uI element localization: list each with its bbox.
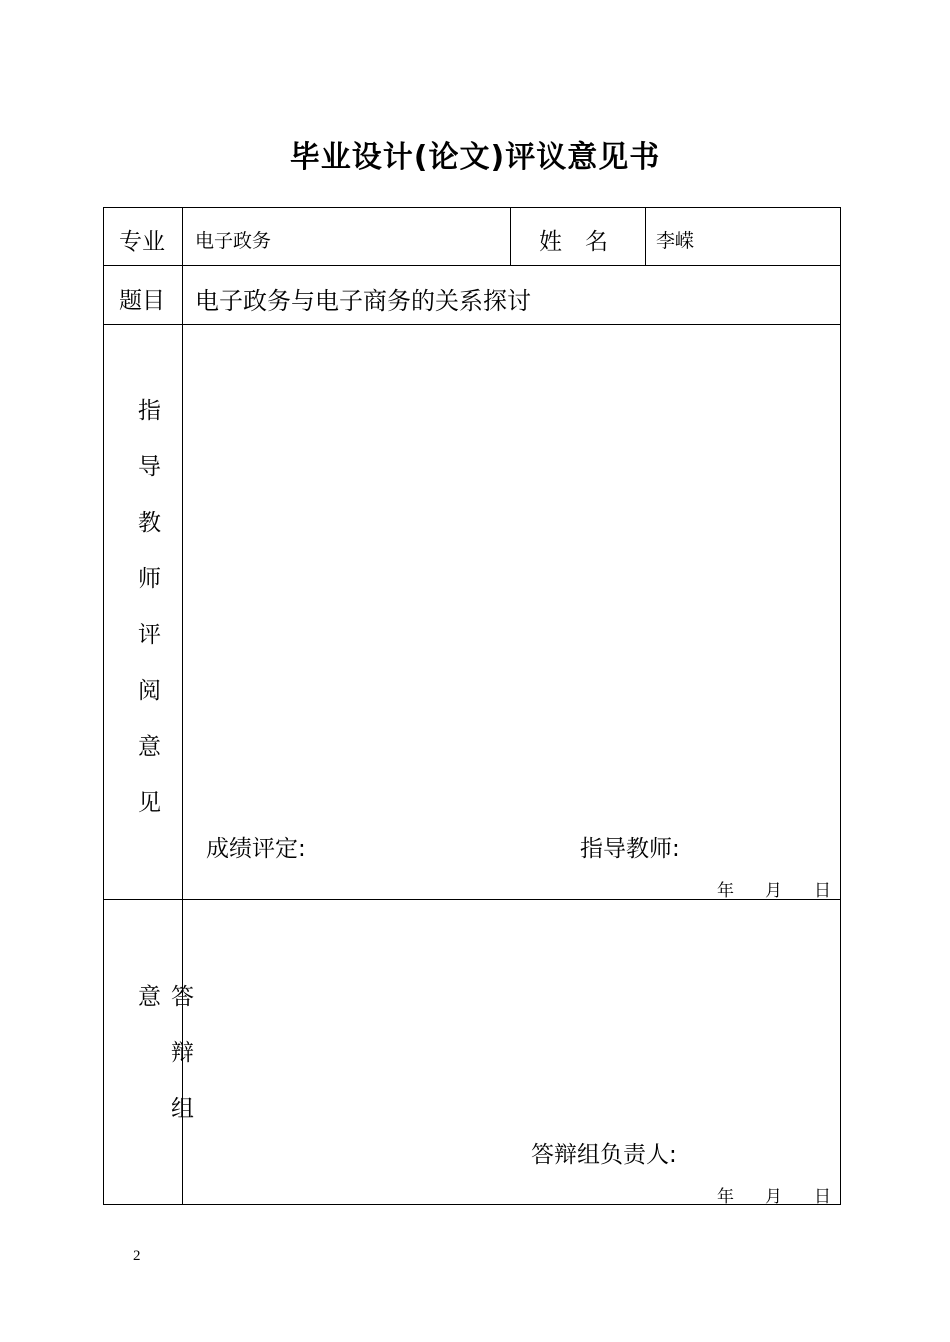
month-label: 月 <box>765 881 782 901</box>
page-number: 2 <box>133 1248 141 1264</box>
day-label: 日 <box>814 1187 831 1207</box>
advisor-opinion-label: 指导教师评阅意见 <box>134 398 160 846</box>
name-label: 姓 名 <box>539 229 608 255</box>
year-label: 年 <box>717 881 734 901</box>
defense-signature-label: 答辩组负责人: <box>531 1142 677 1168</box>
name-value: 李嵘 <box>656 230 695 252</box>
row-divider <box>104 324 840 325</box>
column-divider <box>510 208 511 265</box>
day-label: 日 <box>814 881 831 901</box>
month-label: 月 <box>765 1187 782 1207</box>
advisor-signature-label: 指导教师: <box>580 836 680 862</box>
row-divider <box>104 265 840 266</box>
year-label: 年 <box>717 1187 734 1207</box>
major-label: 专业 <box>119 229 165 255</box>
topic-value: 电子政务与电子商务的关系探讨 <box>195 287 531 315</box>
evaluation-form-table <box>103 207 841 1205</box>
column-divider <box>645 208 646 265</box>
document-title: 毕业设计(论文)评议意见书 <box>289 140 661 175</box>
topic-label: 题目 <box>119 288 165 314</box>
grade-label: 成绩评定: <box>206 836 306 862</box>
major-value: 电子政务 <box>195 230 272 252</box>
defense-opinion-label: 答辩组意 <box>134 984 193 1152</box>
